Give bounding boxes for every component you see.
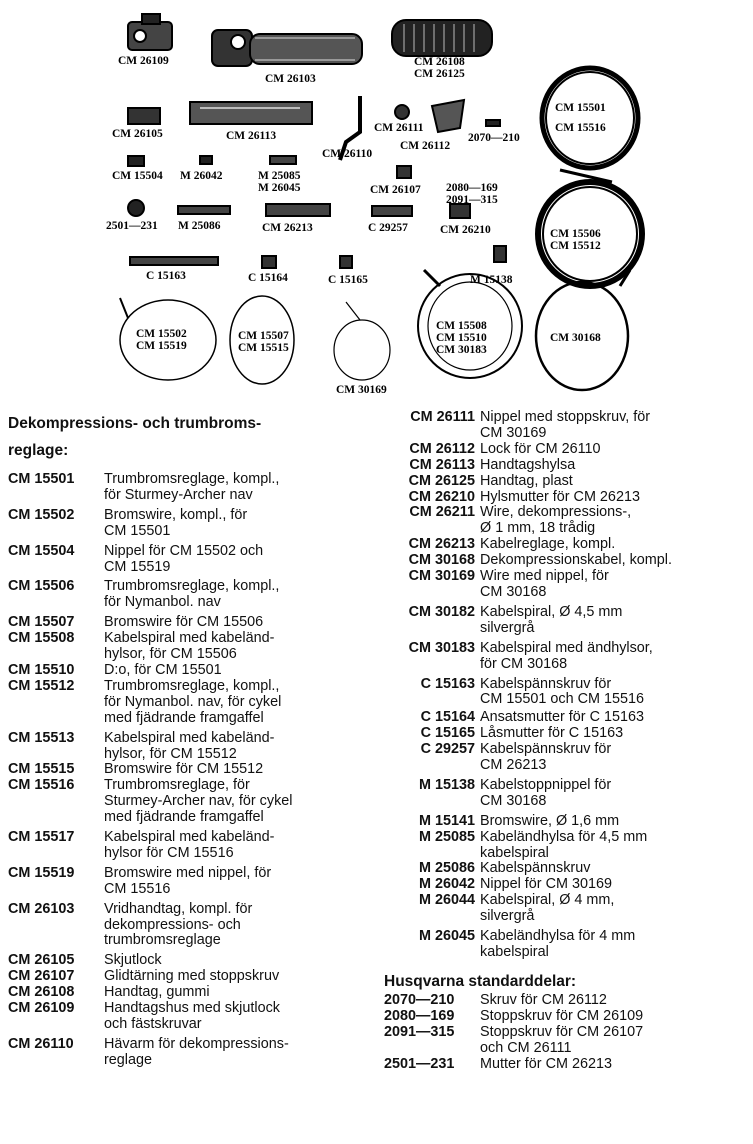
- standard-part-item: [384, 1025, 748, 1057]
- part-m26042: [200, 156, 212, 164]
- part-description: Trumbromsreglage, kompl., för Sturmey-Archer nav: [104, 471, 280, 503]
- part-description: Wire, dekompressions-, Ø 1 mm, 18 trådig: [480, 504, 632, 537]
- parts-drawing: [0, 0, 753, 400]
- parts-list-item: [8, 985, 380, 1001]
- parts-list-item: [384, 569, 748, 601]
- part-c15165: [340, 256, 352, 268]
- label-2070-210: 2070—210: [468, 132, 520, 144]
- part-description: Nippel med stoppskruv, för CM 30169: [480, 409, 651, 441]
- parts-list-item: [8, 866, 380, 898]
- part-code: CM 15507: [8, 614, 75, 631]
- part-code: C 15165: [420, 725, 475, 742]
- part-description: Kabelspiral med ändhylsor, för CM 30168: [480, 639, 653, 672]
- part-code: CM 26211: [409, 504, 475, 521]
- label-c15163: C 15163: [146, 270, 186, 282]
- parts-list-item: [384, 442, 748, 458]
- label-cm26108: CM 26108 CM 26125: [414, 56, 465, 80]
- part-code: M 25085: [418, 828, 475, 845]
- part-code: CM 26113: [409, 456, 475, 473]
- part-code: C 29257: [420, 741, 475, 758]
- part-cm26109: [128, 14, 172, 50]
- label-cm15504: CM 15504: [112, 170, 163, 182]
- label-2501-231: 2501—231: [106, 220, 158, 232]
- left-column: [8, 410, 380, 1069]
- parts-list-item: [384, 410, 748, 442]
- parts-list-item: [384, 830, 748, 862]
- label-cm15508: CM 15508 CM 15510 CM 30183: [436, 320, 487, 356]
- parts-list-item: [8, 631, 380, 663]
- label-c15165: C 15165: [328, 274, 368, 286]
- part-code: CM 15508: [8, 630, 75, 647]
- part-code: CM 15513: [8, 729, 75, 746]
- parts-list-item: [384, 877, 748, 893]
- part-description: Skjutlock: [104, 952, 162, 969]
- label-cm26113: CM 26113: [226, 130, 277, 142]
- part-code: CM 26105: [8, 952, 75, 969]
- parts-illustration: [0, 0, 753, 400]
- label-cm26107: CM 26107: [370, 184, 421, 196]
- part-description: Kabelspiral med kabeländ- hylsor, för CM 15506: [104, 630, 275, 663]
- part-m15138: [494, 246, 506, 262]
- part-description: Kabelspiral med kabeländ- hylsor, för CM 15512: [104, 729, 275, 762]
- parts-list-item: [8, 663, 380, 679]
- part-cm26105: [128, 108, 160, 124]
- part-c15163: [130, 257, 218, 265]
- label-cm30169: CM 30169: [336, 384, 387, 396]
- parts-list-item: [384, 605, 748, 637]
- part-code: M 15141: [418, 812, 475, 829]
- label-m26042: M 26042: [180, 170, 223, 182]
- parts-list-item: [8, 1037, 380, 1069]
- part-code: CM 30182: [408, 603, 475, 620]
- label-cm15501: CM 15501 CM 15516: [555, 102, 606, 134]
- parts-list-item: [8, 953, 380, 969]
- part-description: Hävarm för dekompressions- reglage: [104, 1035, 289, 1068]
- part-description: D:o, för CM 15501: [104, 661, 222, 678]
- part-description: Trumbromsreglage, kompl., för Nymanbol. nav, för cykel med fjädrande framgaffel: [104, 677, 282, 726]
- part-description: Låsmutter för C 15163: [480, 725, 624, 742]
- part-cm26103: [212, 30, 362, 66]
- part-description: Kabelspännskruv för CM 26213: [480, 741, 612, 774]
- part-code: CM 15512: [8, 677, 75, 694]
- parts-list-item: [384, 893, 748, 925]
- part-code: CM 30168: [408, 552, 475, 569]
- part-code: CM 26108: [8, 984, 75, 1001]
- parts-list-item: [384, 778, 748, 810]
- part-code: CM 30169: [408, 568, 475, 585]
- part-code: CM 26125: [408, 472, 475, 489]
- parts-list-item: [8, 472, 380, 504]
- screw-2070-210: [486, 120, 500, 126]
- part-code: CM 30183: [408, 639, 475, 656]
- label-c15164: C 15164: [248, 272, 288, 284]
- part-m25085: [270, 156, 296, 164]
- part-description: Handtagshylsa: [480, 456, 576, 473]
- parts-list-item: [384, 458, 748, 474]
- part-code: CM 15515: [8, 761, 75, 778]
- part-description: Nippel för CM 15502 och CM 15519: [104, 542, 264, 575]
- part-code: M 26045: [418, 928, 475, 945]
- part-code: M 26042: [418, 876, 475, 893]
- part-code: CM 26107: [8, 968, 75, 985]
- parts-list-item: [384, 474, 748, 490]
- parts-list-item: [384, 641, 748, 673]
- part-cm26107: [397, 166, 411, 178]
- part-cm26210: [450, 204, 470, 218]
- part-description: Kabelstoppnippel för CM 30168: [480, 776, 612, 809]
- label-cm26213: CM 26213: [262, 222, 313, 234]
- part-code: CM 15501: [8, 471, 75, 487]
- part-code: CM 15504: [8, 542, 75, 559]
- parts-list-item: [8, 902, 380, 950]
- parts-list-item: [384, 861, 748, 877]
- part-description: Kabelspännskruv: [480, 860, 591, 877]
- label-c29257: C 29257: [368, 222, 408, 234]
- part-code: CM 15510: [8, 661, 75, 678]
- part-code: 2501—231: [384, 1055, 455, 1072]
- part-description: Dekompressionskabel, kompl.: [480, 552, 672, 569]
- part-description: Wire med nippel, för CM 30168: [480, 568, 609, 600]
- label-m25085: M 25085 M 26045: [258, 170, 301, 194]
- part-cm26213: [266, 204, 330, 216]
- part-description: Bromswire med nippel, för CM 15516: [104, 864, 272, 897]
- part-description: Handtagshus med skjutlock och fästskruvar: [104, 1000, 280, 1032]
- label-cm26105: CM 26105: [112, 128, 163, 140]
- part-cm26108: [392, 20, 492, 56]
- part-description: Kabeländhylsa för 4,5 mm kabelspiral: [480, 828, 648, 861]
- label-m25086: M 25086: [178, 220, 221, 232]
- label-cm30168: CM 30168: [550, 332, 601, 344]
- part-code: 2080—169: [384, 1007, 455, 1024]
- part-description: Trumbromsreglage, för Sturmey-Archer nav, för cykel med fjädrande framgaffel: [104, 777, 293, 826]
- part-description: Bromswire för CM 15512: [104, 761, 264, 778]
- part-description: Kabeländhylsa för 4 mm kabelspiral: [480, 928, 636, 960]
- label-cm15506: CM 15506 CM 15512: [550, 228, 601, 252]
- part-description: Skruv för CM 26112: [480, 991, 607, 1008]
- label-cm15502: CM 15502 CM 15519: [136, 328, 187, 352]
- parts-list-item: [384, 537, 748, 553]
- label-cm26112: CM 26112: [400, 140, 451, 152]
- part-description: Hylsmutter för CM 26213: [480, 488, 640, 505]
- part-description: Bromswire, Ø 1,6 mm: [480, 812, 620, 829]
- part-c29257: [372, 206, 412, 216]
- part-description: Kabelspiral, Ø 4,5 mm silvergrå: [480, 603, 623, 636]
- parts-list-item: [384, 553, 748, 569]
- part-cm26113: [190, 102, 312, 124]
- label-cm15507: CM 15507 CM 15515: [238, 330, 289, 354]
- part-code: CM 15502: [8, 506, 75, 523]
- part-description: Handtag, plast: [480, 472, 573, 489]
- part-description: Trumbromsreglage, kompl., för Nymanbol. nav: [104, 578, 280, 611]
- part-code: M 15138: [418, 776, 475, 793]
- label-cm26109: CM 26109: [118, 55, 169, 67]
- part-description: Handtag, gummi: [104, 984, 210, 1001]
- part-cm26111: [395, 105, 409, 119]
- standard-part-item: [384, 993, 748, 1009]
- part-code: C 15163: [420, 675, 475, 692]
- part-code: CM 15506: [8, 578, 75, 595]
- parts-list-item: [8, 579, 380, 611]
- part-description: Kabelspännskruv för CM 15501 och CM 15516: [480, 675, 644, 708]
- part-description: Lock för CM 26110: [480, 440, 601, 457]
- part-2501-231: [128, 200, 144, 216]
- part-code: M 26044: [418, 892, 475, 909]
- standard-parts-heading: Husqvarna standarddelar:: [384, 972, 577, 990]
- label-m15138: M 15138: [470, 274, 513, 286]
- standard-part-item: [384, 1057, 748, 1073]
- part-description: Ansatsmutter för C 15163: [480, 709, 644, 726]
- parts-list-item: [384, 814, 748, 830]
- parts-list-item: [8, 830, 380, 862]
- label-cm26103: CM 26103: [265, 73, 316, 85]
- parts-list-item: [384, 742, 748, 774]
- part-description: Stoppskruv för CM 26107 och CM 26111: [480, 1023, 644, 1056]
- parts-list-item: [8, 544, 380, 576]
- section-heading: Dekompressions- och trumbroms- reglage:: [8, 415, 262, 459]
- label-cm26110: CM 26110: [322, 148, 373, 160]
- part-code: CM 15516: [8, 777, 75, 794]
- part-cm15504: [128, 156, 144, 166]
- part-code: CM 26109: [8, 1000, 75, 1017]
- part-code: CM 15517: [8, 829, 75, 846]
- label-2080-2091: 2080—169 2091—315: [446, 182, 498, 206]
- part-m25086: [178, 206, 230, 214]
- parts-list-item: [384, 929, 748, 961]
- part-description: Stoppskruv för CM 26109: [480, 1007, 644, 1024]
- part-description: Kabelspiral, Ø 4 mm, silvergrå: [480, 892, 615, 925]
- part-code: CM 15519: [8, 864, 75, 881]
- parts-list-item: [8, 679, 380, 727]
- part-code: CM 26103: [8, 900, 75, 917]
- parts-list-item: [384, 726, 748, 742]
- parts-list-item: [8, 762, 380, 778]
- parts-list-item: [8, 1001, 380, 1033]
- parts-list-item: [8, 969, 380, 985]
- parts-list-item: [384, 677, 748, 709]
- part-c15164: [262, 256, 276, 268]
- part-code: M 25086: [418, 860, 475, 877]
- part-code: CM 26110: [8, 1035, 74, 1052]
- part-description: Vridhandtag, kompl. för dekompressions- och trumbromsreglage: [104, 900, 253, 949]
- parts-list-item: [8, 731, 380, 763]
- parts-list-item: [384, 490, 748, 506]
- parts-list-item: [384, 505, 748, 537]
- part-code: 2091—315: [384, 1023, 455, 1040]
- part-description: Mutter för CM 26213: [480, 1055, 612, 1072]
- part-code: CM 26111: [410, 409, 475, 425]
- part-code: CM 26213: [408, 536, 475, 553]
- part-cm26112: [432, 100, 464, 132]
- part-description: Nippel för CM 30169: [480, 876, 612, 893]
- part-description: Bromswire, kompl., för CM 15501: [104, 506, 248, 539]
- part-code: 2070—210: [384, 991, 455, 1008]
- part-description: Kabelspiral med kabeländ- hylsor för CM 15516: [104, 829, 275, 861]
- parts-list-item: [384, 710, 748, 726]
- part-code: CM 26210: [408, 488, 475, 505]
- coil-cm30169: [334, 302, 390, 380]
- label-cm26111: CM 26111: [374, 122, 424, 134]
- part-description: Glidtärning med stoppskruv: [104, 968, 280, 985]
- parts-list-item: [8, 778, 380, 826]
- parts-list-item: [8, 508, 380, 540]
- part-description: Bromswire för CM 15506: [104, 614, 264, 631]
- parts-list-item: [8, 615, 380, 631]
- label-cm26210: CM 26210: [440, 224, 491, 236]
- part-description: Kabelreglage, kompl.: [480, 536, 616, 553]
- standard-part-item: [384, 1009, 748, 1025]
- part-code: CM 26112: [409, 440, 475, 457]
- right-column: [384, 410, 748, 1072]
- part-code: C 15164: [420, 709, 475, 726]
